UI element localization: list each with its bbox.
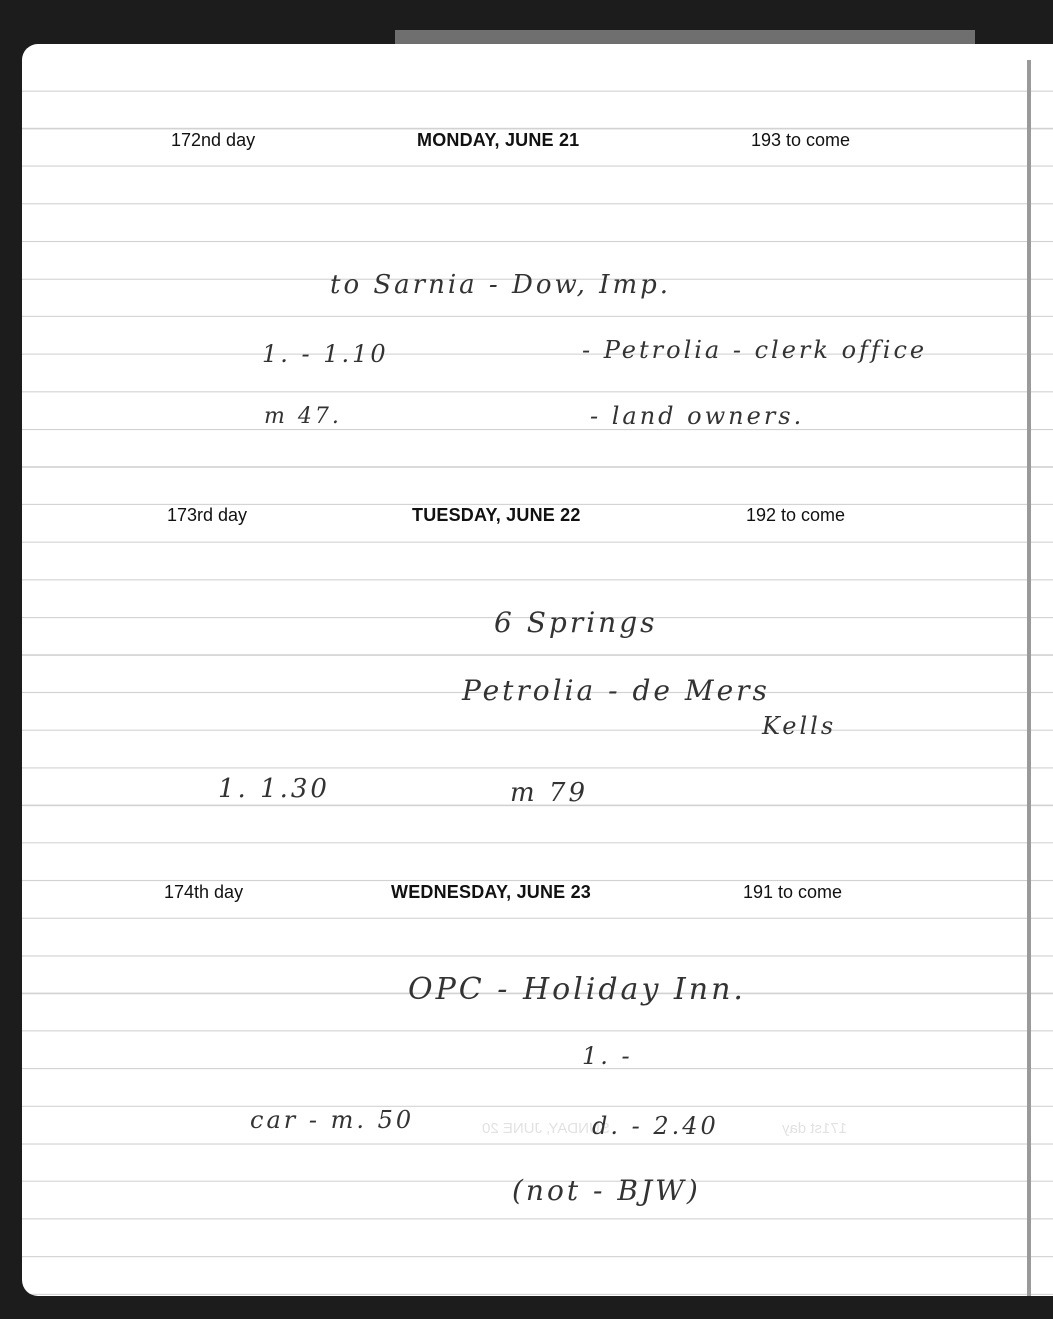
day-number: 172nd day (171, 130, 256, 150)
day-header-wednesday (22, 882, 1053, 912)
handwritten-note: d. - 2.40 (592, 1112, 719, 1140)
bleed-through-date: SUNDAY, JUNE 20 (482, 1120, 610, 1137)
day-number: 173rd day (167, 505, 248, 525)
handwritten-note: car - m. 50 (250, 1106, 415, 1134)
handwritten-note: (not - BJW) (512, 1174, 701, 1207)
handwritten-note: to Sarnia - Dow, Imp. (330, 270, 672, 300)
day-number: 174th day (164, 882, 244, 902)
date-label: WEDNESDAY, JUNE 23 (391, 882, 592, 902)
handwritten-note: 1. - 1.10 (262, 340, 389, 368)
handwritten-note: 1. 1.30 (218, 774, 330, 804)
date-label: TUESDAY, JUNE 22 (412, 505, 581, 525)
handwritten-note: - land owners. (590, 402, 805, 430)
bleed-through-day: 171st day (782, 1120, 848, 1137)
days-to-come: 192 to come (746, 505, 846, 525)
days-to-come: 191 to come (743, 882, 843, 902)
handwritten-note: m 47. (264, 404, 342, 429)
handwritten-note: OPC - Holiday Inn. (408, 972, 746, 1007)
handwritten-note: 1. - (582, 1042, 633, 1070)
handwritten-note: Kells (762, 712, 837, 740)
handwritten-note: Petrolia - de Mers (462, 674, 770, 707)
handwritten-note: 6 Springs (494, 606, 658, 639)
days-to-come: 193 to come (751, 130, 851, 150)
page-edge (1027, 60, 1031, 1296)
handwritten-note: m 79 (510, 778, 589, 808)
diary-page (22, 44, 1053, 1296)
handwritten-note: - Petrolia - clerk office (582, 336, 928, 364)
day-header-tuesday (22, 505, 1053, 535)
date-label: MONDAY, JUNE 21 (417, 130, 580, 150)
day-header-monday (22, 130, 1053, 160)
